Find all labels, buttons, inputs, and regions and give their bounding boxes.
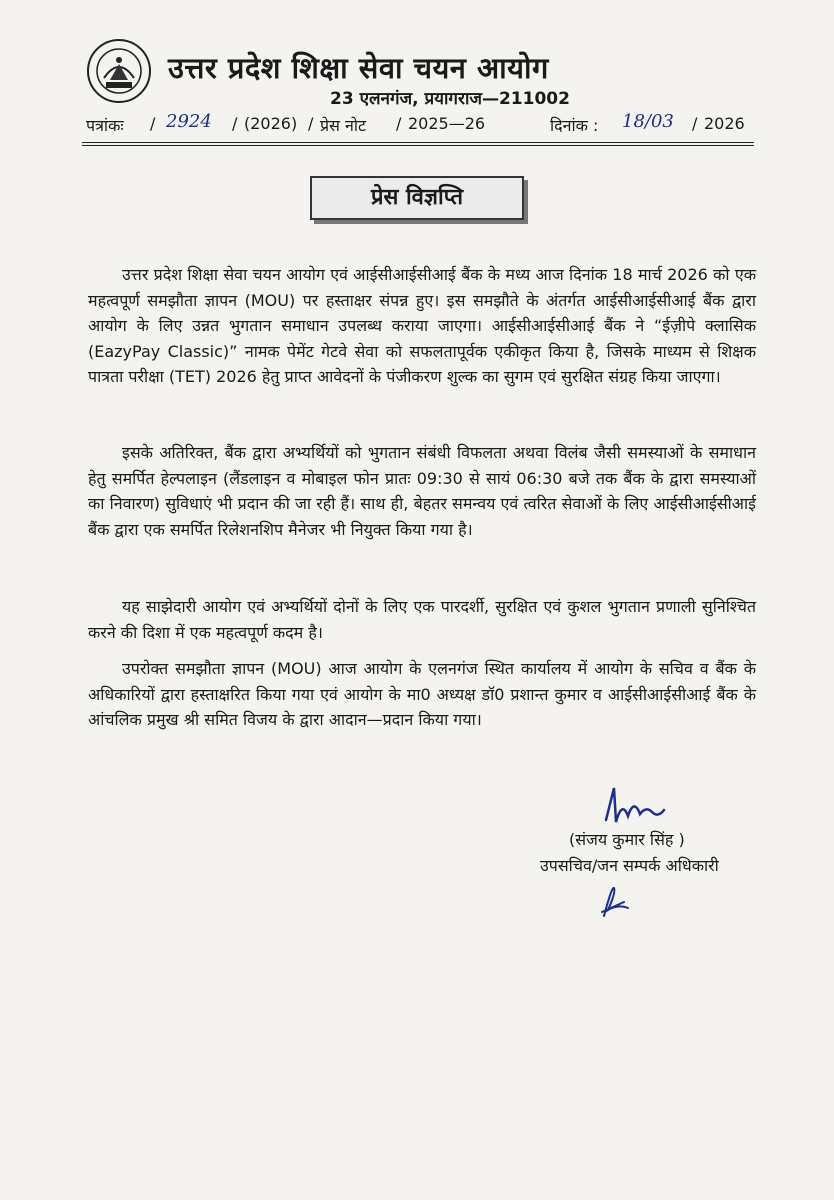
reference-line: पत्रांकः / 2924 / (2026) / प्रेस नोट / 2025—26 दिनांक : 18/03 / 2026 [86,111,745,135]
commission-emblem-logo [86,38,152,104]
date-handwritten: 18/03 [622,111,674,132]
paragraph-4: उपरोक्त समझौता ज्ञापन (MOU) आज आयोग के एलनगंज स्थित कार्यालय में आयोग के सचिव व बैंक के अधिकारियों द्वारा हस्ताक्षरित किया गया एवं आयोग के मा0 अध्यक्ष डॉ0 प्रशान्त कुमार व आईसीआईसीआई बैंक के आंचलिक प्रमुख श्री समित विजय के द्वारा आदान—प्रदान किया गया। [88,659,756,729]
organization-name: उत्तर प्रदेश शिक्षा सेवा चयन आयोग [168,51,549,85]
ref-year: (2026) [244,114,298,133]
press-release-title: प्रेस विज्ञप्ति [310,176,524,220]
paragraph-2: इसके अतिरिक्त, बैंक द्वारा अभ्यर्थियों को भुगतान संबंधी विफलता अथवा विलंब जैसी समस्याओं के समाधान हेतु समर्पित हेल्पलाइन (लैंडलाइन व मोबाइल फोन प्रातः 09:30 से सायं 06:30 बजे तक बैंक के द्वारा समस्याओं का निवारण) सुविधाएं भी प्रदान की जा रही हैं। साथ ही, बेहतर समन्वय एवं त्वरित सेवाओं के लिए आईसीआईसीआई बैंक द्वारा एक समर्पित रिलेशनशिप मैनेजर भी नियुक्त किया गया है। [88,443,756,539]
paragraph-1: उत्तर प्रदेश शिक्षा सेवा चयन आयोग एवं आईसीआईसीआई बैंक के मध्य आज दिनांक 18 मार्च 2026 को एक महत्वपूर्ण समझौता ज्ञापन (MOU) पर हस्ताक्षर संपन्न हुए। इस समझौते के अंतर्गत आईसीआईसीआई बैंक द्वारा आयोग के लिए उन्नत भुगतान समाधान उपलब्ध कराया जाएगा। आईसीआईसीआई बैंक ने “ईज़ीपे क्लासिक (EazyPay Classic)” नामक पेमेंट गेटवे सेवा को सफलतापूर्वक एकीकृत किया है, जिसके माध्यम से शिक्षक पात्रता परीक्षा (TET) 2026 हेतु प्राप्त आवेदनों के पंजीकरण शुल्क का सुगम एवं सुरक्षित संग्रह किया जाएगा। [88,265,756,386]
ref-number-handwritten: 2924 [166,111,212,132]
handwritten-signature [600,780,670,830]
signatory-designation: उपसचिव/जन सम्पर्क अधिकारी [540,856,719,875]
date-label: दिनांक : [550,116,599,135]
ref-session: 2025—26 [408,114,486,133]
date-year: 2026 [704,114,745,133]
signatory-name: (संजय कुमार सिंह ) [569,830,685,849]
organization-address: 23 एलनगंज, प्रयागराज—211002 [330,89,570,109]
ref-label: पत्रांकः [86,116,124,135]
handwritten-initial [594,882,634,920]
header-rule-bottom [82,145,754,146]
paragraph-3: यह साझेदारी आयोग एवं अभ्यर्थियों दोनों के लिए एक पारदर्शी, सुरक्षित एवं कुशल भुगतान प्रणाली सुनिश्चित करने की दिशा में एक महत्वपूर्ण कदम है। [88,597,756,642]
header-rule-top [82,142,754,143]
ref-type: प्रेस नोट [320,116,367,135]
